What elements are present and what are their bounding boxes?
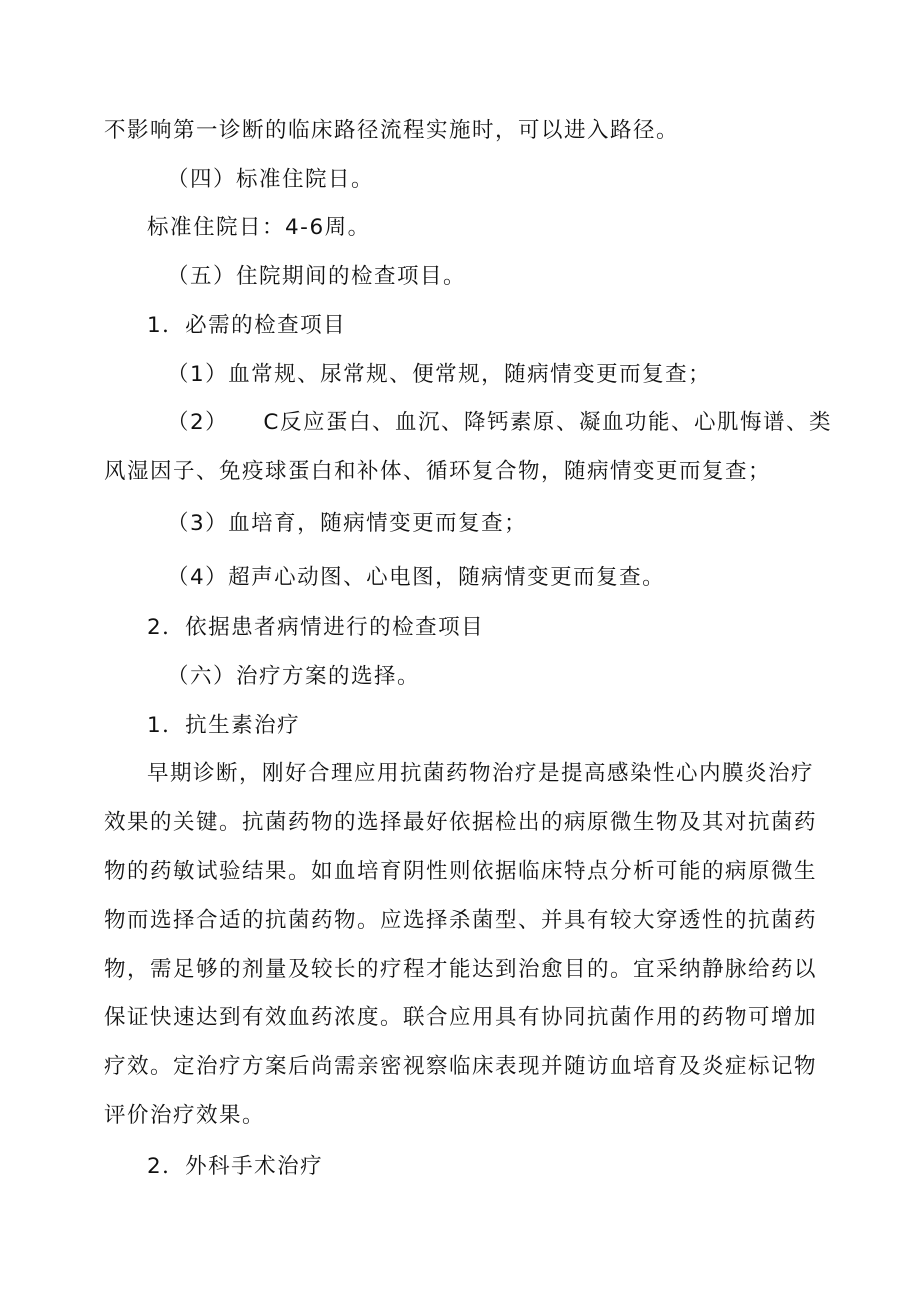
section-heading-5: （五）住院期间的检查项目。 (167, 264, 467, 289)
text-line-2: 标准住院日：4-6周。 (147, 215, 371, 240)
subheading-required-exams: 1．必需的检查项目 (147, 313, 347, 338)
paragraph-line-8: 评价治疗效果。 (104, 1103, 266, 1128)
list-item-3: （3）血培育，随病情变更而复查； (167, 511, 528, 536)
subheading-antibiotic: 1．抗生素治疗 (147, 713, 301, 738)
list-item-4: （4）超声心动图、心电图，随病情变更而复查。 (167, 565, 666, 590)
paragraph-line-4: 物而选择合适的抗菌药物。应选择杀菌型、并具有较大穿透性的抗菌药 (104, 908, 818, 933)
subheading-surgery: 2．外科手术治疗 (147, 1154, 324, 1179)
paragraph-line-5: 物，需足够的剂量及较长的疗程才能达到治愈目的。宜采纳静脉给药以 (104, 957, 818, 982)
text-line-1: 不影响第一诊断的临床路径流程实施时，可以进入路径。 (104, 118, 680, 143)
section-heading-4: （四）标准住院日。 (167, 167, 375, 192)
paragraph-line-2: 效果的关键。抗菌药物的选择最好依据检出的病原微生物及其对抗菌药 (104, 810, 818, 835)
section-heading-6: （六）治疗方案的选择。 (167, 664, 421, 689)
list-item-2-cont: 风湿因子、免疫球蛋白和补体、循环复合物，随病情变更而复查； (104, 459, 772, 484)
subheading-conditional-exams: 2．依据患者病情进行的检查项目 (147, 615, 485, 640)
list-item-1: （1）血常规、尿常规、便常规，随病情变更而复查； (167, 362, 712, 387)
list-item-2: （2） C反应蛋白、血沉、降钙素原、凝血功能、心肌悔谱、类 (167, 410, 832, 435)
paragraph-line-6: 保证快速达到有效血药浓度。联合应用具有协同抗菌作用的药物可增加 (104, 1005, 818, 1030)
paragraph-line-3: 物的药敏试验结果。如血培育阴性则依据临床特点分析可能的病原微生 (104, 859, 818, 884)
paragraph-line-1: 早期诊断，刚好合理应用抗菌药物治疗是提高感染性心内膜炎治疗 (147, 761, 815, 786)
paragraph-line-7: 疗效。定治疗方案后尚需亲密视察临床表现并随访血培育及炎症标记物 (104, 1054, 818, 1079)
